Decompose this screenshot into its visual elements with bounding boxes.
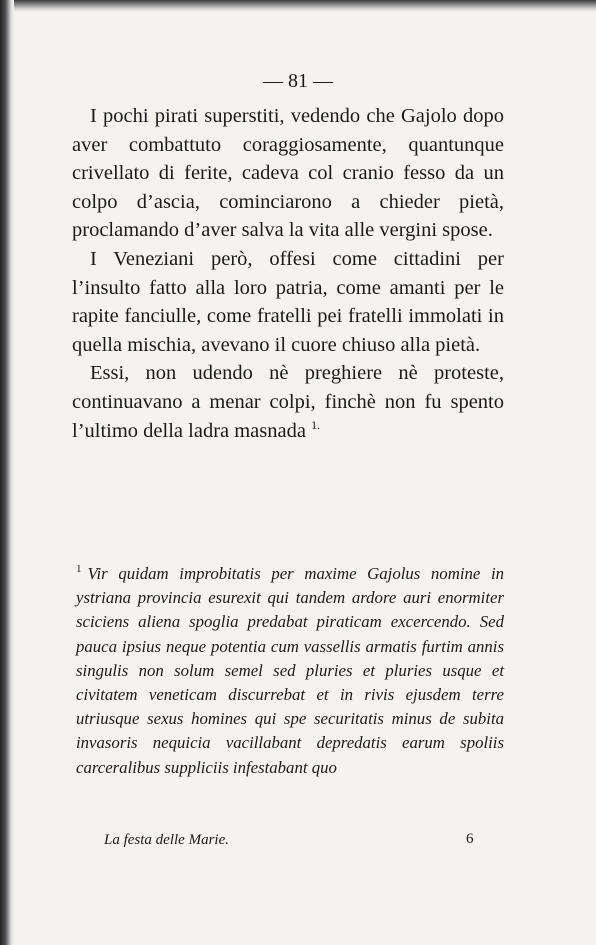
running-title: La festa delle Marie. xyxy=(104,832,229,848)
page-top-shadow xyxy=(0,0,596,12)
footnote xyxy=(76,562,504,780)
main-text xyxy=(72,102,504,445)
paragraph-2: I Veneziani però, offesi come cittadini per l’insulto fatto alla loro patria, come amanti per le rapite fanciulle, come fratelli pei fratelli immolati in quella mischia, avevano il cuore chiuso alla pietà. xyxy=(72,247,504,356)
signature-mark: 6 xyxy=(466,831,474,847)
paragraph-3-text: Essi, non udendo nè preghiere nè proteste, continuavano a menar colpi, finchè non fu spento l’ultimo della ladra masnada xyxy=(72,362,504,442)
paragraph-1: I pochi pirati superstiti, vedendo che Gajolo dopo aver combattuto coraggiosamente, quantunque crivellato di ferite, cadeva col cranio fesso da un colpo d’ascia, cominciarono a chieder pietà, proclamando d’aver salva la vita alle vergini spose. xyxy=(72,105,504,242)
footnote-mark: 1 xyxy=(76,563,82,576)
page-binding-shadow xyxy=(0,0,14,945)
footnote-reference: 1. xyxy=(311,417,321,432)
footnote-text: Vir quidam improbitatis per maxime Gajolus nomine in ystriana provincia esurexit qui tandem ardore auri enormiter sciciens aliena spoglia predabat piraticam excercendo. Sed pauca ipsius neque potentia cum vassellis armatis furtim annis singulis non solum semel sed pluries et pluries usque et civitatem veneticam discurrebat et in rivis ejusdem terre utriusque sexus homines qui spe securitatis minus de subita invasoris nequicia vacillabant depredatis earum spoliis carceralibus suppliciis infestabant quo xyxy=(76,564,504,777)
page-number: — 81 — xyxy=(263,70,333,92)
paragraph-3 xyxy=(72,359,504,445)
